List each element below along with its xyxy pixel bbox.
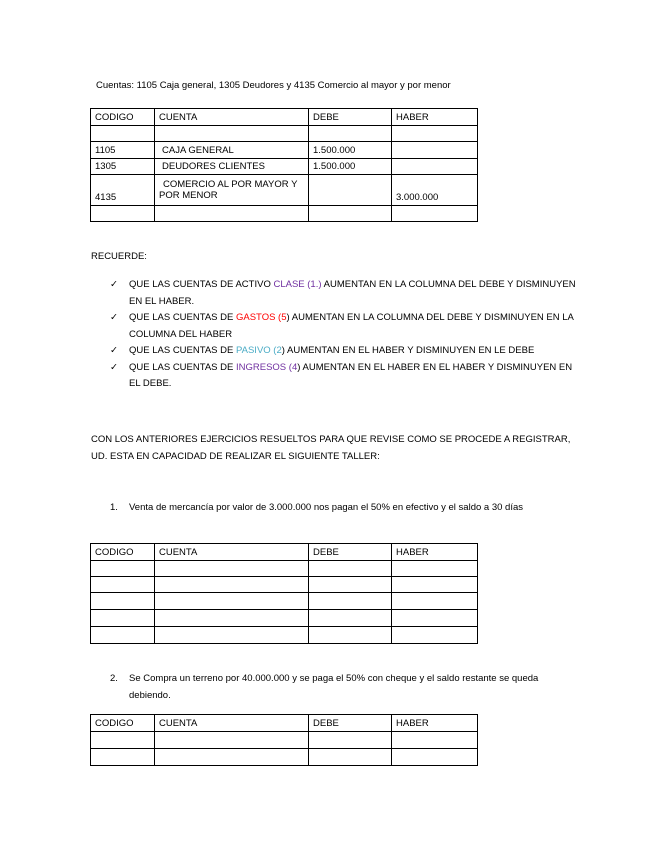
table-header-row — [91, 544, 478, 561]
recuerde-label: RECUERDE: — [91, 251, 147, 262]
task-number: 2. — [110, 673, 118, 684]
task-2-table — [90, 714, 478, 766]
table-row — [91, 577, 478, 593]
cell-cuenta: DEUDORES CLIENTES — [155, 159, 309, 175]
cell-cuenta-line1: COMERCIO AL POR MAYOR Y — [163, 179, 298, 190]
task-1-table — [90, 543, 478, 644]
table-row — [91, 142, 478, 159]
colored-term: CLASE (1.) — [273, 279, 322, 290]
example-table — [90, 108, 478, 222]
table-row — [91, 593, 478, 610]
table-row — [91, 206, 478, 222]
header-codigo: CODIGO — [91, 544, 155, 561]
check-icon: ✓ — [110, 312, 118, 323]
header-cuenta: CUENTA — [155, 715, 309, 732]
header-haber: HABER — [392, 715, 478, 732]
task-list-1 — [110, 499, 570, 516]
rule-item: ✓ QUE LAS CUENTAS DE ACTIVO CLASE (1.) AUMENTAN EN LA COLUMNA DEL DEBE Y DISMINUYEN EN EL HABER. — [110, 279, 576, 307]
header-debe: DEBE — [309, 109, 392, 126]
cell-codigo: 4135 — [91, 175, 155, 206]
cell-cuenta-line2: POR MENOR — [159, 190, 218, 201]
header-cuenta: CUENTA — [155, 109, 309, 126]
check-icon: ✓ — [110, 279, 118, 290]
task-text: Se Compra un terreno por 40.000.000 y se paga el 50% con cheque y el saldo restante se queda debiendo. — [129, 673, 539, 701]
rule-item: ✓ QUE LAS CUENTAS DE INGRESOS (4) AUMENTAN EN EL HABER EN EL HABER Y DISMINUYEN EN EL DEBE. — [110, 361, 573, 389]
header-codigo: CODIGO — [91, 109, 155, 126]
table-row — [91, 126, 478, 142]
cell-cuenta — [155, 175, 309, 206]
table-row — [91, 627, 478, 644]
rules-list — [110, 277, 580, 393]
intro-paragraph: CON LOS ANTERIORES EJERCICIOS RESUELTOS PARA QUE REVISE COMO SE PROCEDE A REGISTRAR, UD. ESTA EN CAPACIDAD DE REALIZAR EL SIGUIENTE TALLER: — [91, 434, 571, 462]
table-row — [91, 749, 478, 766]
table-row — [91, 175, 478, 206]
cell-haber — [392, 159, 478, 175]
rule-item: ✓ QUE LAS CUENTAS DE PASIVO (2) AUMENTAN EN EL HABER Y DISMINUYEN EN LE DEBE — [110, 343, 580, 360]
table-row — [91, 610, 478, 627]
header-debe: DEBE — [309, 544, 392, 561]
table-row — [91, 159, 478, 175]
cell-codigo: 1305 — [91, 159, 155, 175]
task-text: Venta de mercancía por valor de 3.000.000 nos pagan el 50% en efectivo y el saldo a 30 días — [129, 502, 523, 513]
header-cuenta: CUENTA — [155, 544, 309, 561]
check-icon: ✓ — [110, 345, 118, 356]
rule-item: ✓ QUE LAS CUENTAS DE GASTOS (5) AUMENTAN EN LA COLUMNA DEL DEBE Y DISMINUYEN EN LA COLUMNA DEL HABER — [110, 312, 574, 340]
task-list-2 — [110, 670, 570, 704]
header-haber: HABER — [392, 544, 478, 561]
cell-codigo: 1105 — [91, 142, 155, 159]
table-row — [91, 561, 478, 577]
cell-haber — [392, 142, 478, 159]
colored-term: GASTOS (5 — [236, 312, 287, 323]
header-line: Cuentas: 1105 Caja general, 1305 Deudores y 4135 Comercio al mayor y por menor — [96, 80, 451, 91]
cell-haber: 3.000.000 — [392, 175, 478, 206]
table-header-row — [91, 109, 478, 126]
header-codigo: CODIGO — [91, 715, 155, 732]
task-item — [110, 670, 570, 704]
colored-term: INGRESOS (4 — [236, 361, 298, 373]
check-icon: ✓ — [110, 361, 118, 373]
header-haber: HABER — [392, 109, 478, 126]
cell-debe: 1.500.000 — [309, 159, 392, 175]
header-debe: DEBE — [309, 715, 392, 732]
table-header-row — [91, 715, 478, 732]
cell-cuenta: CAJA GENERAL — [155, 142, 309, 159]
cell-debe: 1.500.000 — [309, 142, 392, 159]
cell-debe — [309, 175, 392, 206]
task-item — [110, 499, 570, 516]
task-number: 1. — [110, 502, 118, 513]
table-row — [91, 732, 478, 749]
colored-term: PASIVO (2 — [236, 345, 282, 356]
